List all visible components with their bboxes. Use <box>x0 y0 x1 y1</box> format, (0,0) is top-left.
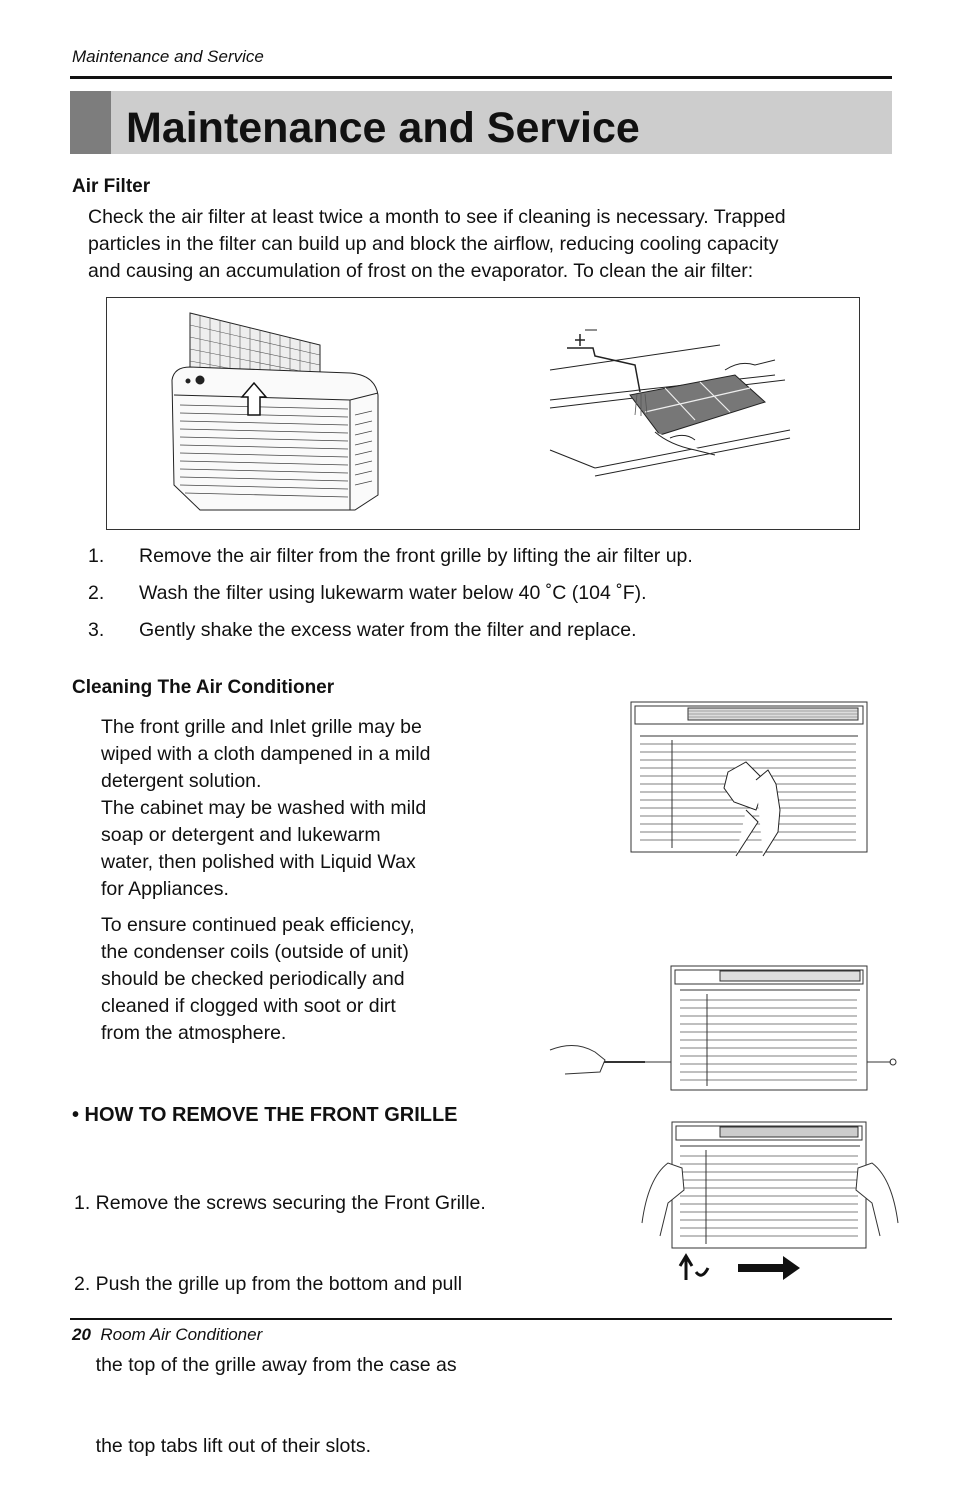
para-line: detergent solution. <box>101 770 262 792</box>
grille-line: 2. Push the grille up from the bottom and pull <box>74 1273 463 1295</box>
para-line: water, then polished with Liquid Wax <box>101 851 416 873</box>
para-line: wiped with a cloth dampened in a mild <box>101 743 431 765</box>
para-line: To ensure continued peak efficiency, <box>101 914 415 936</box>
grille-line: the top of the grille away from the case as <box>74 1354 457 1376</box>
title-accent-block <box>70 91 111 154</box>
step-text: Gently shake the excess water from the filter and replace. <box>139 619 637 641</box>
cleaning-paragraph-2 <box>101 912 415 1047</box>
screw-removal-illustration <box>545 962 900 1094</box>
para-line: for Appliances. <box>101 878 229 900</box>
footer-rule <box>70 1318 892 1320</box>
grille-instructions <box>74 1136 486 1487</box>
grille-heading: • HOW TO REMOVE THE FRONT GRILLE <box>72 1104 458 1126</box>
para-line: The front grille and Inlet grille may be <box>101 716 422 738</box>
intro-line: particles in the filter can build up and block the airflow, reducing cooling capacity <box>88 233 779 255</box>
intro-line: and causing an accumulation of frost on the evaporator. To clean the air filter: <box>88 260 754 282</box>
header-rule <box>70 76 892 79</box>
step-text: Remove the air filter from the front grille by lifting the air filter up. <box>139 545 693 567</box>
cleaning-heading: Cleaning The Air Conditioner <box>72 677 335 698</box>
filter-washing-illustration <box>545 320 795 495</box>
para-line: should be checked periodically and <box>101 968 405 990</box>
footer <box>72 1325 262 1345</box>
running-header: Maintenance and Service <box>72 47 264 66</box>
para-line: soap or detergent and lukewarm <box>101 824 381 846</box>
grille-line: the top tabs lift out of their slots. <box>74 1435 371 1457</box>
page-title: Maintenance and Service <box>126 104 640 152</box>
air-filter-heading: Air Filter <box>72 176 151 197</box>
grille-line: 1. Remove the screws securing the Front Grille. <box>74 1192 486 1214</box>
grille-wiping-illustration <box>628 700 870 860</box>
para-line: from the atmosphere. <box>101 1022 287 1044</box>
intro-line: Check the air filter at least twice a month to see if cleaning is necessary. Trapped <box>88 206 786 228</box>
air-filter-intro <box>88 204 786 285</box>
step-number: 1. <box>88 545 105 567</box>
step-number: 2. <box>88 582 105 604</box>
para-line: the condenser coils (outside of unit) <box>101 941 409 963</box>
para-line: The cabinet may be washed with mild <box>101 797 427 819</box>
step-text: Wash the filter using lukewarm water below 40 ˚C (104 ˚F). <box>139 582 647 604</box>
page-number: 20 <box>72 1325 91 1344</box>
ac-filter-lift-illustration <box>160 305 390 520</box>
step-number: 3. <box>88 619 105 641</box>
para-line: cleaned if clogged with soot or dirt <box>101 995 396 1017</box>
footer-title: Room Air Conditioner <box>100 1325 263 1344</box>
cleaning-paragraph-1 <box>101 714 431 903</box>
grille-lift-illustration <box>638 1118 903 1283</box>
